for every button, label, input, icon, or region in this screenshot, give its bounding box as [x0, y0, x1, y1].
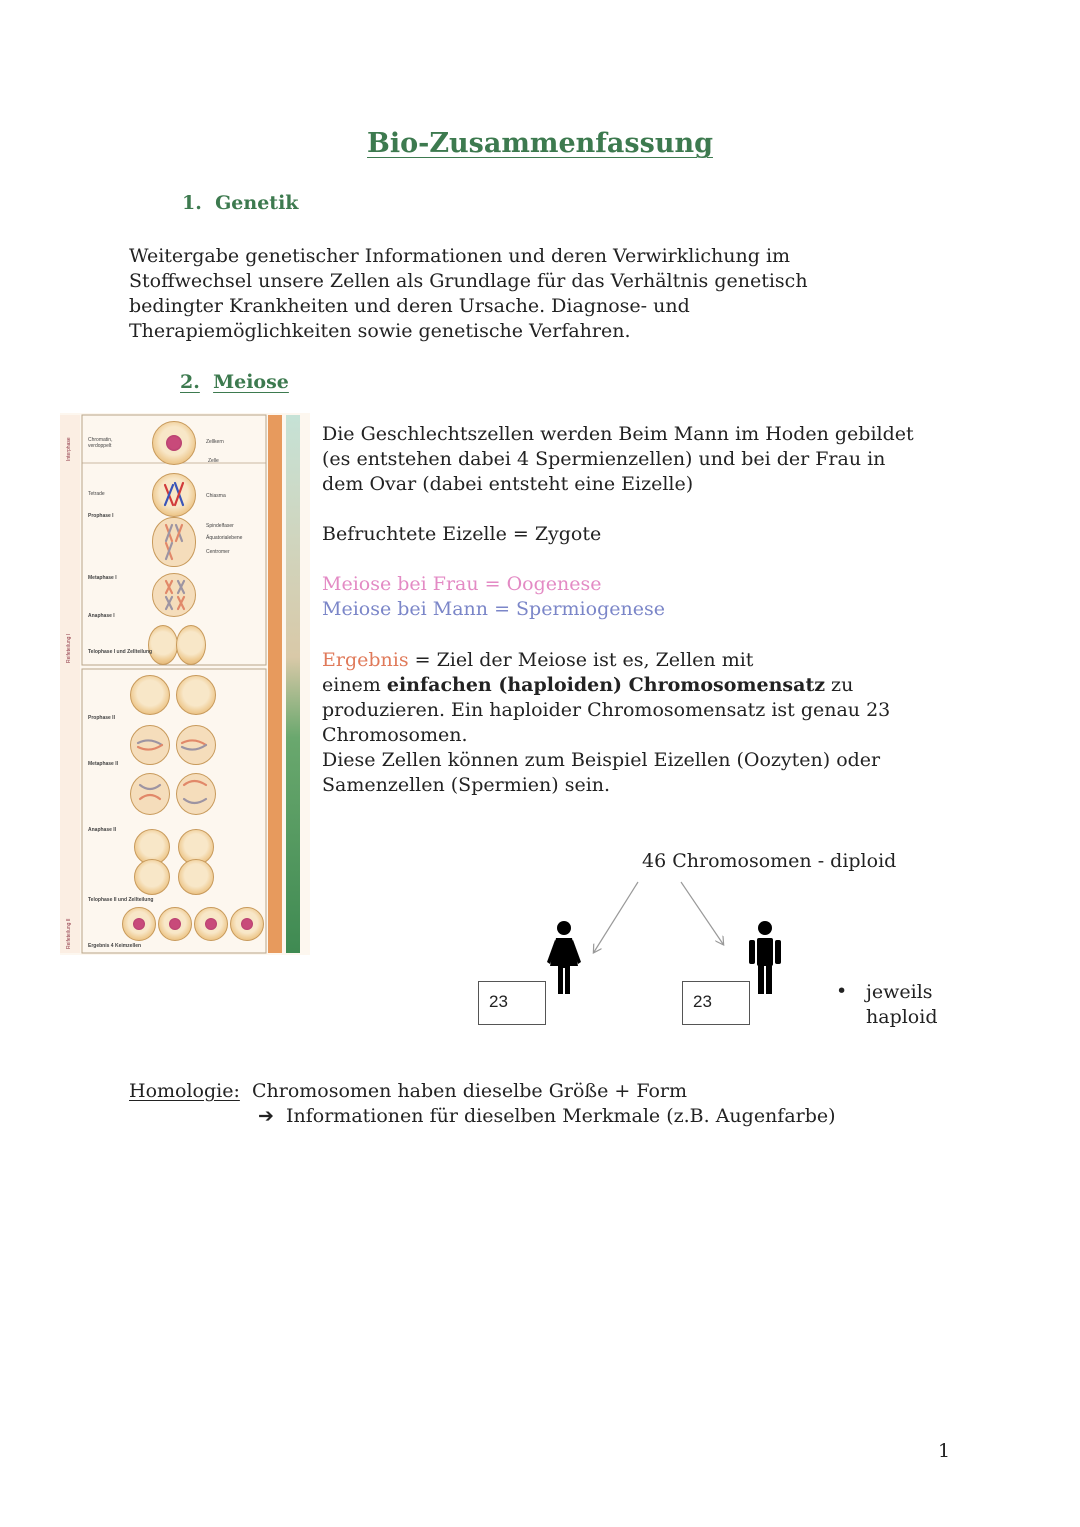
label-zelle: Zelle — [208, 458, 219, 464]
label-interphase: Interphase — [66, 437, 72, 461]
box-male-23: 23 — [682, 981, 750, 1025]
label-spindelfaser: Spindelfaser — [206, 523, 234, 529]
label-chromatin: Chromatin, verdoppelt — [88, 437, 113, 449]
haploid-note: jeweils haploid — [866, 981, 938, 1028]
diploid-label: 46 Chromosomen - diploid — [642, 850, 897, 872]
page-number: 1 — [938, 1440, 951, 1462]
label-reifeteilung-2: Reifeteilung II — [66, 918, 72, 949]
zygote-line: Befruchtete Eizelle = Zygote — [322, 523, 602, 545]
arrow-to-female — [594, 882, 638, 952]
page-title: Bio-Zusammenfassung — [367, 128, 713, 159]
section-heading-genetik: 1. Genetik — [182, 192, 299, 214]
label-telophase-2: Telophase II und Zellteilung — [88, 897, 154, 903]
label-prophase-1: Prophase I — [88, 513, 114, 519]
homologie-line: Homologie: Chromosomen haben dieselbe Größe + Form — [129, 1080, 688, 1102]
label-anaphase-1: Anaphase I — [88, 613, 115, 619]
male-icon — [749, 921, 781, 994]
arrow-to-male — [681, 882, 723, 944]
label-metaphase-2: Metaphase II — [88, 761, 119, 767]
spermiogenese-line: Meiose bei Mann = Spermiogenese — [322, 598, 665, 620]
label-prophase-2: Prophase II — [88, 715, 115, 721]
box-female-23: 23 — [478, 981, 546, 1025]
label-centromer: Centromer — [206, 549, 230, 555]
label-aequatorialebene: Äquatorialebene — [206, 535, 243, 541]
meiose-intro-text: Die Geschlechtszellen werden Beim Mann im Hoden gebildet (es entstehen dabei 4 Spermienzellen) und bei der Frau in dem Ovar (dabei entsteht eine Eizelle) — [322, 423, 914, 495]
label-anaphase-2: Anaphase II — [88, 827, 117, 833]
label-metaphase-1: Metaphase I — [88, 575, 117, 581]
arrow-icon: ➔ — [258, 1105, 274, 1127]
label-zellkern: Zellkern — [206, 439, 224, 445]
homologie-detail: ➔ Informationen für dieselben Merkmale (z.B. Augenfarbe) — [258, 1105, 836, 1127]
bullet: • — [836, 980, 848, 1002]
label-reifeteilung-1: Reifeteilung I — [66, 633, 72, 663]
female-icon — [547, 921, 581, 994]
label-telophase-1: Telophase I und Zellteilung — [88, 649, 153, 655]
label-ergebnis-keimzellen: Ergebnis 4 Keimzellen — [88, 943, 142, 949]
label-tetrade: Tetrade — [88, 491, 105, 497]
oogenese-line: Meiose bei Frau = Oogenese — [322, 573, 602, 595]
label-chiasma: Chiasma — [206, 493, 226, 499]
genetik-text: Weitergabe genetischer Informationen und deren Verwirklichung im Stoffwechsel unsere Zellen als Grundlage für das Verhältnis genetisch bedingter Krankheiten und deren Ursache. Diagnose- und Therapiemöglichkeiten sowie genetische Verfahren. — [129, 245, 808, 342]
section-heading-meiose: 2. Meiose — [180, 371, 289, 393]
ergebnis-paragraph: Ergebnis = Ziel der Meiose ist es, Zellen mit einem einfachen (haploiden) Chromosomensatz zu produzieren. Ein haploider Chromosomensatz ist genau 23 Chromosomen. Diese Zellen können zum Beispiel Eizellen (Oozyten) oder Samenzellen (Spermien) sein. — [322, 649, 891, 796]
